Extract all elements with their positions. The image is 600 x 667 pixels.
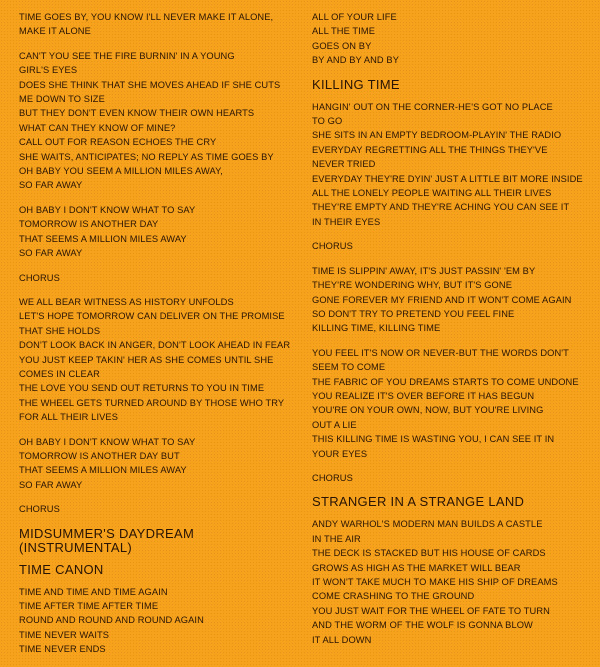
lyric-line: KILLING TIME, KILLING TIME [312, 323, 441, 334]
lyric-line: EVERYDAY THEY'RE DYIN' JUST A LITTLE BIT MORE INSIDE [312, 173, 583, 184]
lyric-line: AND THE WORM OF THE WOLF IS GONNA BLOW [312, 620, 533, 631]
song-title-stranger-in-a-strange-land: STRANGER IN A STRANGE LAND [312, 494, 525, 510]
stranger-lyrics [312, 517, 592, 647]
chorus-marker: CHORUS [312, 241, 353, 252]
lyric-line: TOMORROW IS ANOTHER DAY BUT [19, 450, 180, 461]
lyrics-stanza [19, 49, 299, 193]
lyric-line: DOES SHE THINK THAT SHE MOVES AHEAD IF SHE CUTS [19, 79, 281, 90]
lyric-line: TIME GOES BY, YOU KNOW I'LL NEVER MAKE IT ALONE, [19, 12, 274, 22]
lyrics-stanza [19, 203, 299, 261]
lyric-line: THAT SEEMS A MILLION MILES AWAY [19, 233, 187, 244]
lyric-line: THEY'RE EMPTY AND THEY'RE ACHING YOU CAN SEE IT [312, 202, 570, 213]
chorus-marker: CHORUS [312, 472, 353, 483]
killing-time-lyrics [312, 100, 592, 486]
lyric-line: FOR ALL THEIR LIVES [19, 412, 119, 423]
lyric-line: THE DECK IS STACKED BUT HIS HOUSE OF CARDS [312, 548, 546, 559]
lyric-line: TIME AND TIME AND TIME AGAIN [19, 586, 168, 597]
chorus-marker: CHORUS [19, 272, 60, 283]
lyric-line: THIS KILLING TIME IS WASTING YOU, I CAN SEE IT IN [312, 434, 555, 445]
lyric-line: SHE SITS IN AN EMPTY BEDROOM-PLAYIN' THE RADIO [312, 130, 562, 141]
lyric-line: IN THEIR EYES [312, 216, 381, 227]
time-canon-lyrics [19, 585, 299, 657]
lyric-line: OUT A LIE [312, 419, 357, 430]
lyric-line: TIME NEVER WAITS [19, 629, 110, 640]
title-line: (INSTRUMENTAL) [19, 539, 133, 555]
lyric-line: CAN'T YOU SEE THE FIRE BURNIN' IN A YOUNG [19, 50, 235, 61]
lyric-line: DON'T LOOK BACK IN ANGER, DON'T LOOK AHEAD IN FEAR [19, 340, 291, 351]
lyric-line: NEVER TRIED [312, 159, 376, 170]
lyric-line: COME CRASHING TO THE GROUND [312, 591, 475, 602]
left-column [19, 10, 299, 667]
lyric-line: YOU JUST WAIT FOR THE WHEEL OF FATE TO TURN [312, 605, 550, 616]
lyric-line: THEY'RE WONDERING WHY, BUT IT'S GONE [312, 280, 512, 291]
lyric-line: GIRL'S EYES [19, 65, 78, 76]
lyric-line: THAT SHE HOLDS [19, 325, 101, 336]
lyric-line: WHAT CAN THEY KNOW OF MINE? [19, 122, 176, 133]
lyrics-stanza [19, 502, 299, 516]
lyric-line: SO DON'T TRY TO PRETEND YOU FEEL FINE [312, 308, 515, 319]
lyric-line: TO GO [312, 116, 343, 127]
lyric-line: ANDY WARHOL'S MODERN MAN BUILDS A CASTLE [312, 519, 543, 530]
lyric-line: TIME IS SLIPPIN' AWAY, IT'S JUST PASSIN' 'EM BY [312, 265, 536, 276]
lyric-line: SEEM TO COME [312, 362, 386, 373]
lyric-line: YOUR EYES [312, 448, 368, 459]
song-title-killing-time: KILLING TIME [312, 76, 400, 92]
lyric-line: TIME NEVER ENDS [19, 644, 106, 655]
right-column [312, 10, 592, 657]
lyric-line: THE FABRIC OF YOU DREAMS STARTS TO COME UNDONE [312, 376, 579, 387]
lyrics-stanza [19, 10, 299, 39]
lyrics-stanza [312, 471, 592, 485]
lyric-line: TOMORROW IS ANOTHER DAY [19, 219, 159, 230]
lyric-line: GOES ON BY [312, 40, 372, 51]
lyric-line: SO FAR AWAY [19, 180, 83, 191]
lyrics-stanza [312, 10, 592, 68]
lyrics-stanza [19, 435, 299, 493]
lyric-line: BY AND BY AND BY [312, 55, 400, 66]
lyric-line: YOU'RE ON YOUR OWN, NOW, BUT YOU'RE LIVING [312, 405, 544, 416]
left-stanzas [19, 10, 299, 517]
lyric-line: OH BABY I DON'T KNOW WHAT TO SAY [19, 436, 196, 447]
lyric-line: YOU FEEL IT'S NOW OR NEVER-BUT THE WORDS DON'T [312, 347, 569, 358]
lyrics-stanza [312, 346, 592, 461]
lyric-line: WE ALL BEAR WITNESS AS HISTORY UNFOLDS [19, 296, 234, 307]
lyric-line: OH BABY I DON'T KNOW WHAT TO SAY [19, 204, 196, 215]
lyrics-stanza [312, 239, 592, 253]
song-title-time-canon: TIME CANON [19, 561, 104, 577]
lyric-line: COMES IN CLEAR [19, 368, 100, 379]
lyric-line: CALL OUT FOR REASON ECHOES THE CRY [19, 137, 217, 148]
lyrics-stanza [19, 295, 299, 425]
lyric-line: HANGIN' OUT ON THE CORNER-HE'S GOT NO PLACE [312, 101, 553, 112]
lyric-line: ME DOWN TO SIZE [19, 94, 105, 105]
lyric-line: IT WON'T TAKE MUCH TO MAKE HIS SHIP OF DREAMS [312, 577, 558, 587]
lyric-line: OH BABY YOU SEEM A MILLION MILES AWAY, [19, 166, 223, 177]
lyric-line: THAT SEEMS A MILLION MILES AWAY [19, 465, 187, 476]
lyric-line: ALL THE TIME [312, 26, 376, 37]
lyric-line: SHE WAITS, ANTICIPATES; NO REPLY AS TIME GOES BY [19, 151, 274, 162]
lyric-line: TIME AFTER TIME AFTER TIME [19, 601, 159, 611]
lyric-line: THE WHEEL GETS TURNED AROUND BY THOSE WHO TRY [19, 397, 285, 408]
lyric-line: ROUND AND ROUND AND ROUND AGAIN [19, 615, 204, 626]
lyric-line: EVERYDAY REGRETTING ALL THE THINGS THEY'VE [312, 144, 548, 155]
lyrics-stanza [312, 264, 592, 336]
lyric-line: SO FAR AWAY [19, 248, 83, 259]
lyric-line: THE LOVE YOU SEND OUT RETURNS TO YOU IN TIME [19, 383, 265, 394]
lyric-line: YOU REALIZE IT'S OVER BEFORE IT HAS BEGUN [312, 390, 535, 401]
lyric-line: IT ALL DOWN [312, 634, 372, 645]
title-line: MIDSUMMER'S DAYDREAM [19, 525, 195, 541]
lyric-line: ALL THE LONELY PEOPLE WAITING ALL THEIR LIVES [312, 188, 552, 199]
lyric-line: MAKE IT ALONE [19, 26, 91, 37]
lyric-line: SO FAR AWAY [19, 479, 83, 490]
lyric-line: ALL OF YOUR LIFE [312, 12, 397, 22]
lyric-line: BUT THEY DON'T EVEN KNOW THEIR OWN HEARTS [19, 108, 255, 119]
lyric-line: IN THE AIR [312, 533, 361, 544]
chorus-marker: CHORUS [19, 504, 60, 515]
lyric-line: GROWS AS HIGH AS THE MARKET WILL BEAR [312, 562, 521, 573]
lyric-line: YOU JUST KEEP TAKIN' HER AS SHE COMES UNTIL SHE [19, 354, 274, 365]
lyric-line: GONE FOREVER MY FRIEND AND IT WON'T COME AGAIN [312, 294, 572, 305]
lyrics-stanza [312, 100, 592, 230]
song-title-midsummers-daydream [19, 527, 299, 555]
lyric-line: LET'S HOPE TOMORROW CAN DELIVER ON THE PROMISE [19, 311, 285, 322]
lyrics-stanza [19, 271, 299, 285]
